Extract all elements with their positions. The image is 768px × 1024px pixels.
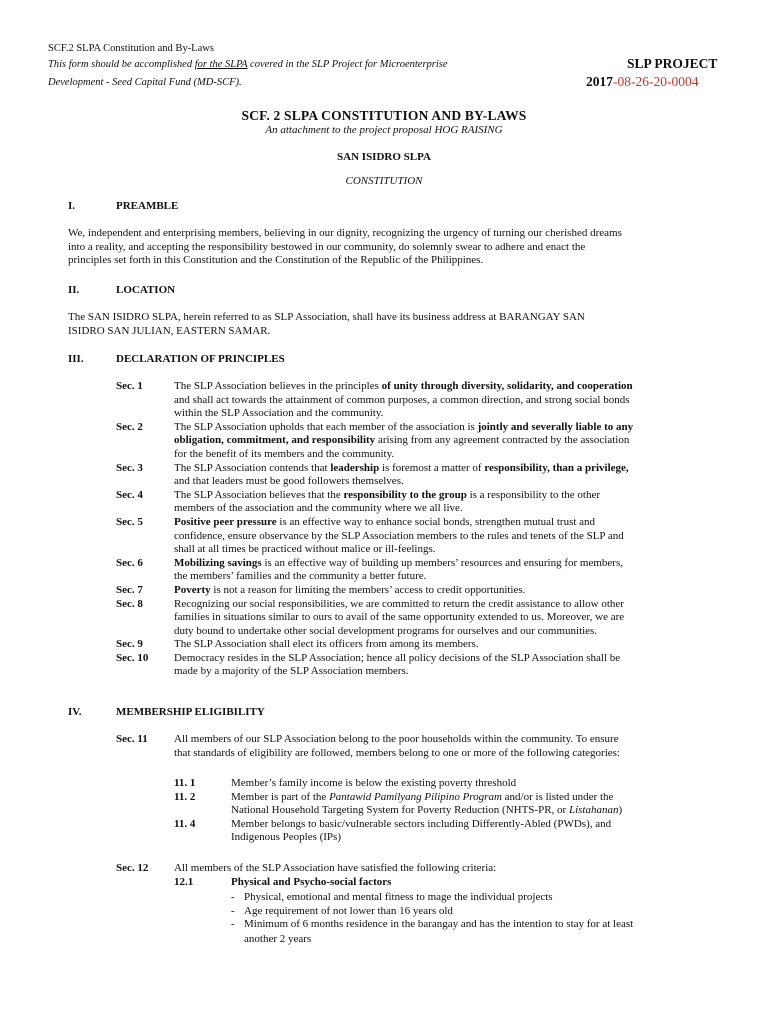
principle-section-label: Sec. 4: [116, 488, 143, 501]
text-run: Member is part of the: [231, 790, 330, 803]
criteria-item: [231, 918, 721, 932]
text-line: [174, 516, 721, 530]
text-line: [231, 804, 721, 818]
location-line: The SAN ISIDRO SLPA, herein referred to as SLP Association, shall have its business address at BARANGAY SAN: [68, 311, 585, 323]
preamble-line: principles set forth in this Constitution and the Constitution of the Republic of the Philippines.: [68, 254, 484, 267]
text-run: is foremost a matter of: [379, 461, 485, 474]
criteria-item-text: Minimum of 6 months residence in the barangay and has the intention to stay for at least: [244, 918, 634, 931]
principle-section-text: [174, 421, 721, 462]
text-run: Member belongs to basic/vulnerable sectors including Differently-Abled (PWDs), and: [231, 817, 612, 830]
text-line: [174, 652, 721, 666]
text-line: [174, 584, 721, 598]
eligibility-category-text: [231, 818, 721, 845]
text-line: [231, 777, 721, 791]
text-line: [231, 818, 721, 832]
principle-section-label: Sec. 5: [116, 515, 143, 528]
text-run: leadership: [330, 461, 380, 474]
text-run: is an effective way of building up members’ resources and ensuring for members,: [261, 556, 623, 569]
eligibility-category: [174, 791, 721, 818]
slpa-name: SAN ISIDRO SLPA: [337, 151, 431, 163]
criteria-item-text: Physical, emotional and mental fitness to mage the individual projects: [244, 891, 553, 903]
text-run: The SLP Association believes that the: [174, 488, 344, 501]
form-note-underlined: for the SLPA: [194, 59, 248, 70]
sec-11-text: [174, 733, 721, 760]
section-heading-principles: DECLARATION OF PRINCIPLES: [116, 353, 285, 365]
text-line: [174, 530, 721, 544]
eligibility-category: [174, 818, 721, 845]
principle-section-text: [174, 598, 721, 639]
sec-11-line: All members of our SLP Association belong to the poor households within the community. To ensure: [174, 733, 619, 745]
dash-bullet-icon: -: [231, 891, 235, 903]
text-run: shall at all times be practiced without malice or ill-feelings.: [174, 543, 436, 556]
document-subtitle: An attachment to the project proposal HOG RAISING: [265, 124, 503, 136]
text-line: [174, 407, 721, 421]
principle-section-label: Sec. 8: [116, 597, 143, 610]
text-run: The SLP Association upholds that each member of the association is: [174, 420, 478, 433]
principle-section-label: Sec. 7: [116, 583, 143, 596]
project-year: 2017: [586, 74, 613, 89]
principle-section: [116, 557, 721, 584]
text-run: duty bound to undertake other social development programs for ourselves and our communities.: [174, 624, 598, 637]
criteria-item-text: Age requirement of not lower than 16 years old: [244, 904, 453, 917]
form-note-post: covered in the SLP Project for Microenterprise: [247, 59, 448, 70]
section-heading-membership: MEMBERSHIP ELIGIBILITY: [116, 706, 265, 718]
eligibility-category: [174, 777, 721, 791]
text-line: [174, 394, 721, 408]
text-run: Recognizing our social responsibilities, we are committed to return the credit assistance to allow other: [174, 597, 624, 610]
eligibility-category-text: [231, 791, 721, 818]
text-line: [174, 502, 721, 516]
criteria-list: [231, 891, 721, 932]
text-run: ): [618, 804, 623, 817]
principle-section-text: [174, 557, 721, 584]
text-run: is a responsibility to the other: [466, 488, 601, 501]
text-line: [174, 434, 721, 448]
eligibility-category-text: [231, 777, 721, 791]
text-run: made by a majority of the SLP Association members.: [174, 665, 409, 678]
principle-section-label: Sec. 1: [116, 380, 143, 392]
principle-section: [116, 652, 721, 679]
text-run: Poverty: [174, 583, 211, 596]
principle-section-text: [174, 584, 721, 598]
categories-list: [174, 777, 721, 845]
principle-section: [116, 516, 721, 557]
principle-section: [116, 598, 721, 639]
text-run: and shall act towards the attainment of common purposes, a common direction, and strong social bonds: [174, 393, 630, 406]
principle-section: [116, 462, 721, 489]
text-line: [174, 598, 721, 612]
sec-11-line: that standards of eligibility are followed, members belong to one or more of the following categories:: [174, 746, 620, 759]
text-run: Indigenous Peoples (IPs): [231, 831, 341, 844]
text-line: [174, 448, 721, 462]
principle-section-text: [174, 380, 721, 421]
project-number: [586, 74, 698, 90]
section-number-location: II.: [68, 284, 80, 296]
section-number-preamble: I.: [68, 200, 76, 212]
principle-section: [116, 638, 721, 652]
text-run: responsibility, than a privilege,: [484, 461, 629, 474]
text-line: [174, 625, 721, 639]
doc-reference: SCF.2 SLPA Constitution and By-Laws: [48, 43, 214, 54]
text-run: and/or is listed under the: [501, 790, 614, 803]
text-run: members of the association and the community where we all live.: [174, 502, 463, 515]
text-run: The SLP Association shall elect its officers from among its members.: [174, 638, 479, 651]
text-run: families in situations similar to ours to avail of the same opportunity extended to us. Moreover, we are: [174, 611, 625, 624]
principle-section-text: [174, 462, 721, 489]
text-run: Positive peer pressure: [174, 515, 277, 528]
sub-12-1-number: 12.1: [174, 876, 194, 888]
eligibility-category-number: 11. 4: [174, 817, 196, 830]
text-run: for the benefit of its members and the community.: [174, 447, 395, 460]
text-line: [174, 611, 721, 625]
principle-section-label: Sec. 10: [116, 651, 149, 664]
text-run: Pantawid Pamilyang Pilipino Program: [329, 790, 502, 803]
constitution-label: CONSTITUTION: [345, 175, 423, 187]
text-run: obligation, commitment, and responsibility: [174, 434, 376, 447]
text-run: Listahanan: [568, 804, 619, 817]
principle-section-label: Sec. 2: [116, 420, 143, 433]
text-run: National Household Targeting System for Poverty Reduction (NHTS-PR, or: [231, 804, 569, 817]
text-run: confidence, ensure observance by the SLP Association members to the rules and tenets of the SLP and: [174, 529, 624, 542]
text-line: [174, 475, 721, 489]
form-note: [48, 59, 588, 70]
text-run: jointly and severally liable to any: [477, 420, 634, 433]
location-text: [68, 311, 721, 338]
project-label: SLP PROJECT: [627, 56, 718, 71]
text-line: [174, 489, 721, 503]
principle-section-label: Sec. 3: [116, 461, 143, 474]
text-run: arising from any agreement contracted by the association: [375, 434, 630, 447]
dash-bullet-icon: -: [231, 918, 235, 931]
sub-12-1-heading: Physical and Psycho-social factors: [231, 876, 392, 888]
document-title: SCF. 2 SLPA CONSTITUTION AND BY-LAWS: [241, 108, 527, 123]
principles-list: [116, 380, 721, 679]
eligibility-category-number: 11. 1: [174, 777, 196, 789]
project-code: -08-26-20-0004: [613, 74, 699, 89]
text-run: responsibility to the group: [343, 488, 467, 501]
text-run: Mobilizing savings: [174, 556, 262, 569]
preamble-line: We, independent and enterprising members, believing in our dignity, recognizing the urgency of turning our cherished dreams: [68, 227, 622, 239]
form-note-line2: Development - Seed Capital Fund (MD-SCF).: [48, 77, 242, 88]
dash-bullet-icon: -: [231, 904, 235, 917]
text-run: The SLP Association contends that: [174, 461, 331, 474]
criteria-item: [231, 905, 721, 919]
section-heading-location: LOCATION: [116, 284, 176, 296]
text-run: of unity through diversity, solidarity, and cooperation: [381, 380, 633, 392]
text-line: [231, 791, 721, 805]
principle-section-text: [174, 516, 721, 557]
text-line: [174, 638, 721, 652]
text-line: [174, 665, 721, 679]
text-line: [174, 570, 721, 584]
location-line: ISIDRO SAN JULIAN, EASTERN SAMAR.: [68, 324, 271, 337]
section-number-membership: IV.: [68, 706, 82, 718]
text-line: [174, 557, 721, 571]
criteria-continuation: another 2 years: [244, 933, 312, 945]
principle-section-text: [174, 652, 721, 679]
principle-section: [116, 584, 721, 598]
form-note-pre: This form should be accomplished: [48, 59, 195, 70]
text-run: is an effective way to enhance social bonds, strengthen mutual trust and: [276, 515, 596, 528]
section-heading-preamble: PREAMBLE: [116, 200, 179, 212]
principle-section-label: Sec. 6: [116, 556, 143, 569]
text-run: Democracy resides in the SLP Association; hence all policy decisions of the SLP Association shall be: [174, 651, 621, 664]
principle-section: [116, 421, 721, 462]
criteria-item: [231, 891, 721, 905]
section-number-principles: III.: [68, 353, 84, 365]
text-run: is not a reason for limiting the members’ access to credit opportunities.: [210, 583, 526, 596]
principle-section-text: [174, 638, 721, 652]
text-line: [174, 543, 721, 557]
text-run: and that leaders must be good followers themselves.: [174, 475, 404, 488]
preamble-text: [68, 227, 721, 268]
text-run: The SLP Association believes in the principles: [174, 380, 382, 392]
principle-section-text: [174, 489, 721, 516]
text-line: [174, 462, 721, 476]
text-run: within the SLP Association and the community.: [174, 407, 384, 420]
text-line: [231, 831, 721, 845]
preamble-line: into a reality, and accepting the responsibility bestowed in our community, do solemnly swear to adhere and enact the: [68, 240, 586, 253]
sec-12-label: Sec. 12: [116, 862, 149, 874]
eligibility-category-number: 11. 2: [174, 790, 196, 803]
principle-section: [116, 489, 721, 516]
principle-section-label: Sec. 9: [116, 638, 143, 651]
text-line: [174, 421, 721, 435]
sec-11-label: Sec. 11: [116, 733, 148, 745]
principle-section: [116, 380, 721, 421]
text-run: Member’s family income is below the existing poverty threshold: [231, 777, 517, 789]
text-run: the members’ families and the community a better future.: [174, 570, 427, 583]
text-line: [174, 380, 721, 394]
sec-12-text: All members of the SLP Association have satisfied the following criteria:: [174, 862, 497, 874]
